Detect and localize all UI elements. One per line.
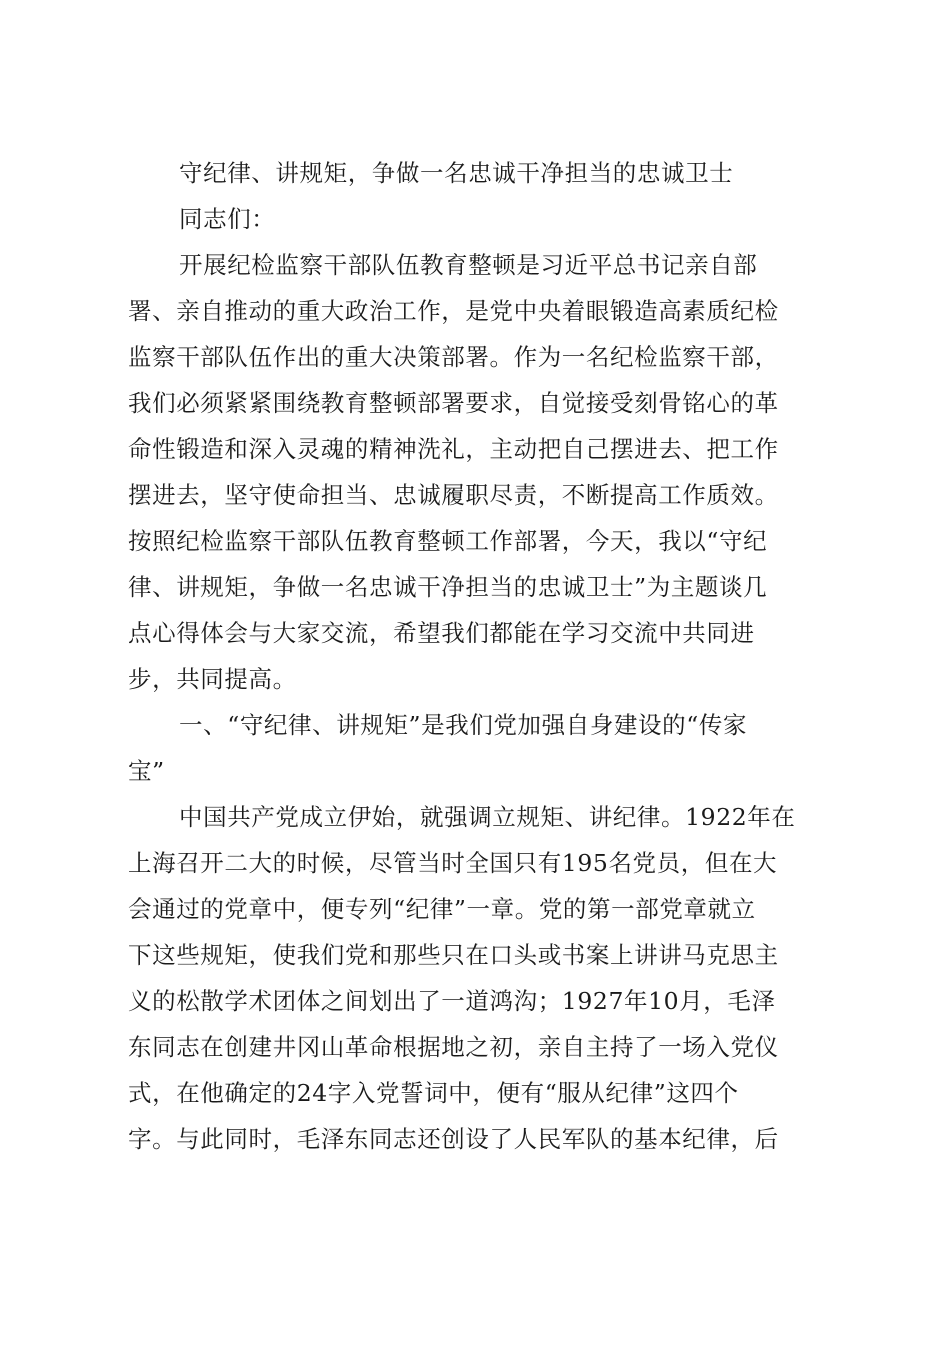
paragraph-line: 东同志在创建井冈山革命根据地之初，亲自主持了一场入党仪 — [128, 1033, 779, 1061]
salutation: 同志们： — [179, 205, 276, 233]
paragraph-line: 式，在他确定的24字入党誓词中，便有“服从纪律”这四个 — [128, 1079, 739, 1107]
document-title: 守纪律、讲规矩，争做一名忠诚干净担当的忠诚卫士 — [179, 159, 734, 187]
paragraph-line: 按照纪检监察干部队伍教育整顿工作部署，今天，我以“守纪 — [128, 527, 768, 555]
paragraph-line: 中国共产党成立伊始，就强调立规矩、讲纪律。1922年在 — [179, 803, 796, 831]
paragraph-line: 上海召开二大的时候，尽管当时全国只有195名党员，但在大 — [128, 849, 778, 877]
paragraph-line: 开展纪检监察干部队伍教育整顿是习近平总书记亲自部 — [179, 251, 758, 279]
paragraph-line: 义的松散学术团体之间划出了一道鸿沟；1927年10月，毛泽 — [128, 987, 776, 1015]
document-body — [128, 150, 828, 1162]
paragraph-line: 步，共同提高。 — [128, 665, 297, 693]
paragraph-line: 监察干部队伍作出的重大决策部署。作为一名纪检监察干部， — [128, 343, 779, 371]
paragraph-line: 署、亲自推动的重大政治工作，是党中央着眼锻造高素质纪检 — [128, 297, 779, 325]
section-heading-line: 一、“守纪律、讲规矩”是我们党加强自身建设的“传家 — [179, 711, 748, 739]
paragraph-line: 命性锻造和深入灵魂的精神洗礼，主动把自己摆进去、把工作 — [128, 435, 779, 463]
section-heading-line: 宝” — [128, 757, 165, 785]
paragraph-line: 我们必须紧紧围绕教育整顿部署要求，自觉接受刻骨铭心的革 — [128, 389, 779, 417]
paragraph-line: 会通过的党章中，便专列“纪律”一章。党的第一部党章就立 — [128, 895, 756, 923]
paragraph-line: 律、讲规矩，争做一名忠诚干净担当的忠诚卫士”为主题谈几 — [128, 573, 768, 601]
paragraph-line: 字。与此同时，毛泽东同志还创设了人民军队的基本纪律，后 — [128, 1125, 779, 1153]
paragraph-line: 下这些规矩，使我们党和那些只在口头或书案上讲讲马克思主 — [128, 941, 779, 969]
paragraph-line: 摆进去，坚守使命担当、忠诚履职尽责，不断提高工作质效。 — [128, 481, 779, 509]
paragraph-line: 点心得体会与大家交流，希望我们都能在学习交流中共同进 — [128, 619, 755, 647]
